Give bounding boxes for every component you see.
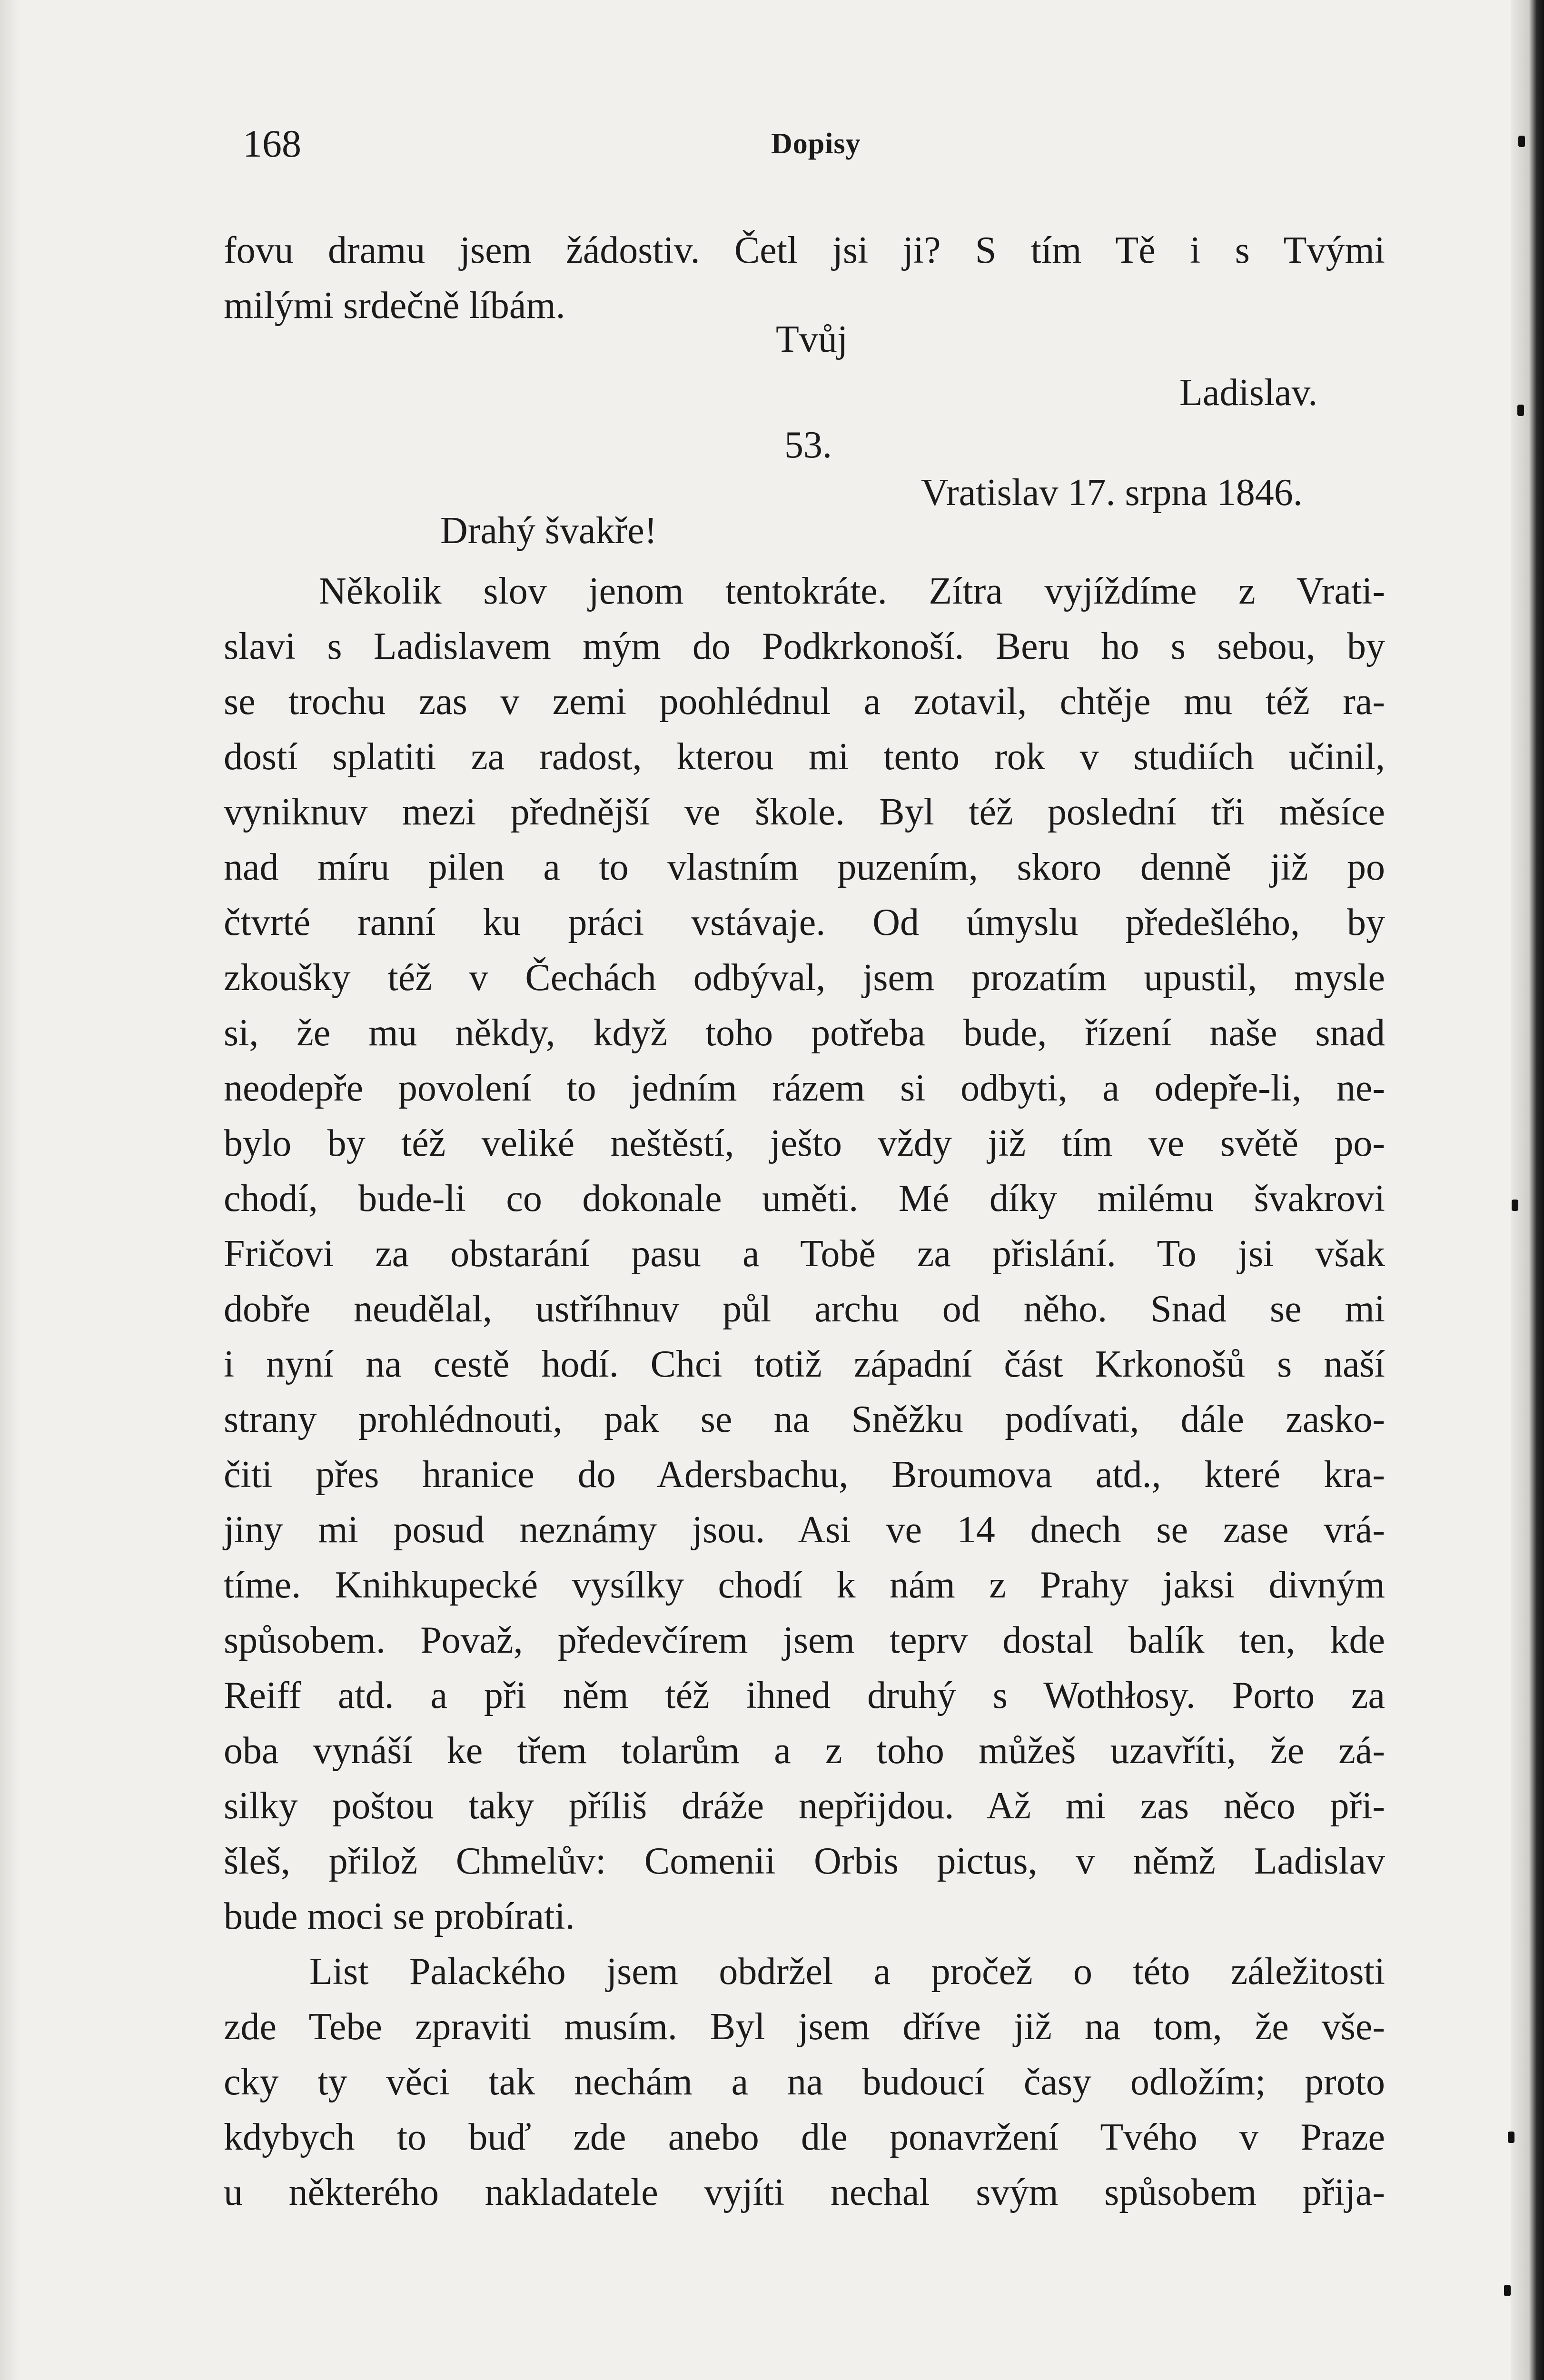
text-line: vyniknuv mezi přednější ve škole. Byl též poslední tři měsíce — [224, 791, 1385, 833]
text-line: i nyní na cestě hodí. Chci totiž západní část Krkonošů s naší — [224, 1343, 1385, 1385]
text-line: chodí, bude-li co dokonale uměti. Mé díky milému švakrovi — [224, 1178, 1385, 1220]
text-line: cky ty věci tak nechám a na budoucí časy odložím; proto — [224, 2061, 1385, 2103]
text-line: neodepře povolení to jedním rázem si odbyti, a odepře-li, ne- — [224, 1067, 1385, 1109]
scan-artifact — [1504, 2285, 1511, 2296]
text-line: spůsobem. Považ, předevčírem jsem teprv dostal balík ten, kde — [224, 1619, 1385, 1661]
paragraph-2 — [224, 1944, 1385, 2220]
text-line: zkoušky též v Čechách odbýval, jsem prozatím upustil, mysle — [224, 957, 1385, 999]
scan-shadow-right — [1511, 0, 1544, 2380]
text-line: Fričovi za obstarání pasu a Tobě za přislání. To jsi však — [224, 1233, 1385, 1275]
text-line: zde Tebe zpraviti musím. Byl jsem dříve již na tom, že vše- — [224, 2006, 1385, 2048]
text-line: strany prohlédnouti, pak se na Sněžku podívati, dále zasko- — [224, 1398, 1385, 1440]
text-line: slavi s Ladislavem mým do Podkrkonoší. Beru ho s sebou, by — [224, 625, 1385, 667]
text-line: dostí splatiti za radost, kterou mi tento rok v studiích učinil, — [224, 736, 1385, 778]
scan-artifact — [1517, 405, 1524, 416]
dateline: Vratislav 17. srpna 1846. — [921, 472, 1303, 514]
text-line: kdybych to buď zde anebo dle ponavržení Tvého v Praze — [224, 2116, 1385, 2158]
text-line: tíme. Knihkupecké vysílky chodí k nám z Prahy jaksi divným — [224, 1564, 1385, 1606]
signature: Ladislav. — [1179, 372, 1318, 414]
text-line: šleš, přilož Chmelův: Comenii Orbis pictus, v němž Ladislav — [224, 1840, 1385, 1882]
text-line: Reiff atd. a při něm též ihned druhý s Wothłosy. Porto za — [224, 1675, 1385, 1716]
text-line: nad míru pilen a to vlastním puzením, skoro denně již po — [224, 846, 1385, 888]
scan-artifact — [1512, 1200, 1518, 1211]
text-line: List Palackého jsem obdržel a pročež o této záležitosti — [309, 1951, 1385, 1993]
text-line: silky poštou taky příliš dráže nepřijdou. Až mi zas něco při- — [224, 1785, 1385, 1827]
text-line: jiny mi posud neznámy jsou. Asi ve 14 dnech se zase vrá- — [224, 1509, 1385, 1551]
text-line: čtvrté ranní ku práci vstávaje. Od úmyslu předešlého, by — [224, 902, 1385, 943]
page-header — [243, 121, 1385, 183]
text-line: si, že mu někdy, když toho potřeba bude, řízení naše snad — [224, 1012, 1385, 1054]
scan-artifact — [1518, 136, 1525, 147]
scan-shadow-left — [0, 0, 19, 2380]
text-line: se trochu zas v zemi poohlédnul a zotavil, chtěje mu též ra- — [224, 681, 1385, 723]
previous-letter-end — [224, 223, 1385, 333]
closing-word: Tvůj — [776, 318, 848, 360]
paragraph-1 — [224, 564, 1385, 1944]
text-line: dobře neudělal, ustříhnuv půl archu od něho. Snad se mi — [224, 1288, 1385, 1330]
text-line: milými srdečně líbám. — [224, 285, 565, 327]
text-line: čiti přes hranice do Adersbachu, Broumova atd., které kra- — [224, 1454, 1385, 1496]
text-line: bylo by též veliké neštěstí, ješto vždy již tím ve světě po- — [224, 1122, 1385, 1164]
running-title: Dopisy — [771, 128, 861, 160]
text-line: u některého nakladatele vyjíti nechal svým spůsobem přija- — [224, 2172, 1385, 2213]
letter-number: 53. — [784, 424, 832, 466]
page-number: 168 — [243, 122, 301, 165]
text-line: Několik slov jenom tentokráte. Zítra vyjíždíme z Vrati- — [319, 570, 1385, 612]
text-line: oba vynáší ke třem tolarům a z toho můžeš uzavříti, že zá- — [224, 1730, 1385, 1772]
salutation: Drahý švakře! — [440, 510, 657, 552]
text-line: fovu dramu jsem žádostiv. Četl jsi ji? S tím Tě i s Tvými — [224, 229, 1385, 271]
scan-artifact — [1508, 2132, 1514, 2143]
text-line: bude moci se probírati. — [224, 1895, 575, 1937]
